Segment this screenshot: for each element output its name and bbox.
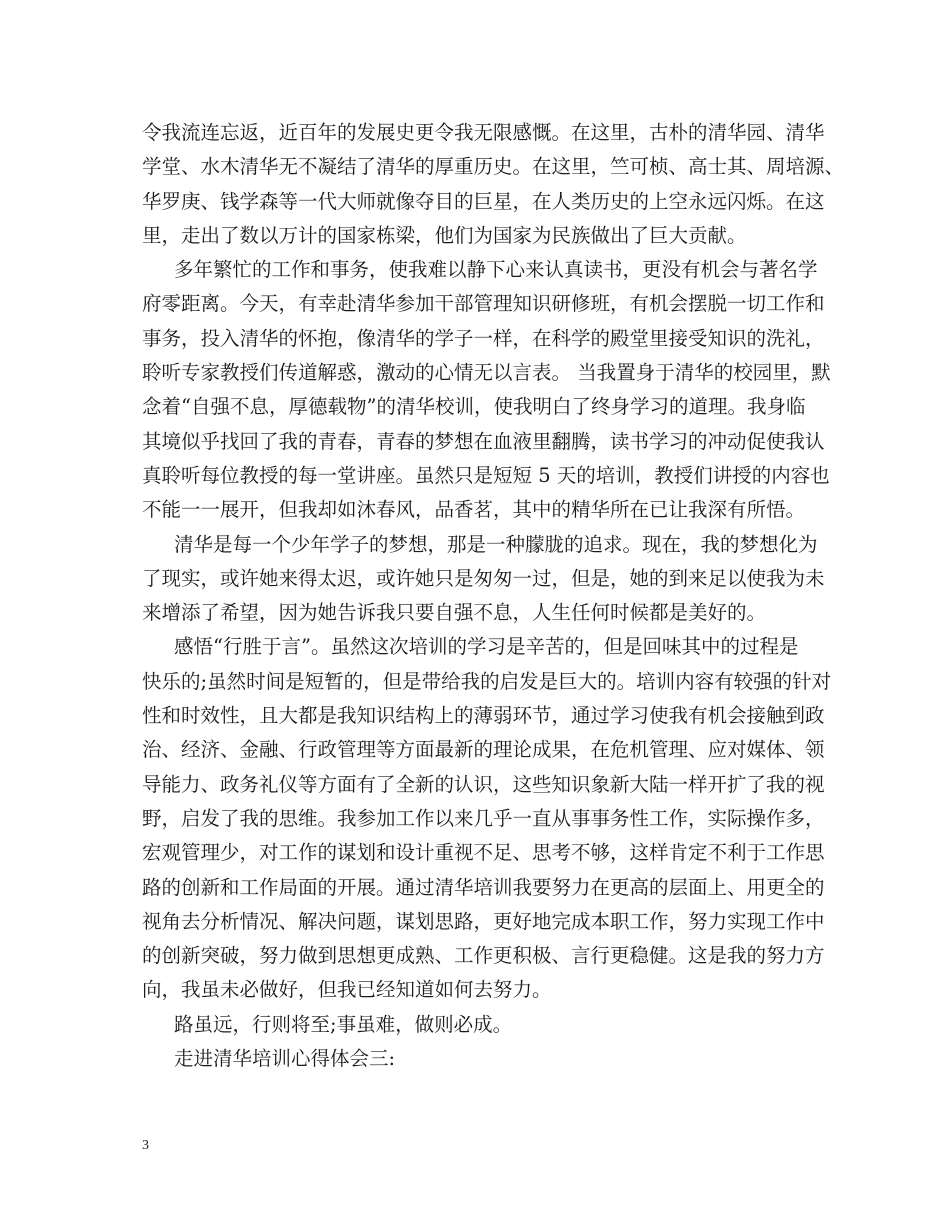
text-line: 华罗庚、钱学森等一代大师就像夺目的巨星，在人类历史的上空永远闪烁。在这 bbox=[142, 189, 825, 213]
paragraph-first-line: 感悟“行胜于言”。虽然这次培训的学习是辛苦的，但是回味其中的过程是 bbox=[174, 635, 799, 659]
text-line: 快乐的;虽然时间是短暂的，但是带给我的启发是巨大的。培训内容有较强的针对 bbox=[142, 669, 832, 693]
text-line: 学堂、水木清华无不凝结了清华的厚重历史。在这里，竺可桢、高士其、周培源、 bbox=[142, 155, 845, 179]
text-line: 野，启发了我的思维。我参加工作以来几乎一直从事事务性工作，实际操作多， bbox=[142, 806, 825, 830]
text-line: 事务，投入清华的怀抱，像清华的学子一样，在科学的殿堂里接受知识的洗礼， bbox=[142, 326, 825, 350]
paragraph-first-line: 路虽远，行则将至;事虽难，做则必成。 bbox=[174, 1012, 513, 1036]
text-line: 向，我虽未必做好，但我已经知道如何去努力。 bbox=[142, 978, 552, 1002]
text-line: 治、经济、金融、行政管理等方面最新的理论成果，在危机管理、应对媒体、领 bbox=[142, 738, 825, 762]
text-line: 视角去分析情况、解决问题，谋划思路，更好地完成本职工作，努力实现工作中 bbox=[142, 909, 825, 933]
text-line: 的创新突破，努力做到思想更成熟、工作更积极、言行更稳健。这是我的努力方 bbox=[142, 944, 825, 968]
text-line: 导能力、政务礼仪等方面有了全新的认识，这些知识象新大陆一样开扩了我的视 bbox=[142, 772, 825, 796]
text-line: 令我流连忘返，近百年的发展史更令我无限感慨。在这里，古朴的清华园、清华 bbox=[142, 121, 825, 144]
text-line: 宏观管理少，对工作的谋划和设计重视不足、思考不够，这样肯定不利于工作思 bbox=[142, 841, 825, 865]
text-line: 真聆听每位教授的每一堂讲座。虽然只是短短 5 天的培训，教授们讲授的内容也 bbox=[142, 463, 830, 487]
text-line: 了现实，或许她来得太迟，或许她只是匆匆一过，但是，她的到来足以使我为未 bbox=[142, 566, 825, 590]
paragraph-first-line: 走进清华培训心得体会三: bbox=[174, 1047, 396, 1071]
text-line: 路的创新和工作局面的开展。通过清华培训我要努力在更高的层面上、用更全的 bbox=[142, 875, 825, 899]
paragraph-first-line: 清华是每一个少年学子的梦想，那是一种朦胧的追求。现在，我的梦想化为 bbox=[174, 532, 818, 556]
page-number: 3 bbox=[142, 1138, 149, 1153]
text-line: 来增添了希望，因为她告诉我只要自强不息，人生任何时候都是美好的。 bbox=[142, 601, 767, 625]
text-line: 不能一一展开，但我却如沐春风，品香茗，其中的精华所在已让我深有所悟。 bbox=[142, 498, 806, 522]
text-line: 府零距离。今天，有幸赴清华参加干部管理知识研修班，有机会摆脱一切工作和 bbox=[142, 292, 825, 316]
body-text bbox=[142, 116, 845, 1076]
text-line: 性和时效性，且大都是我知识结构上的薄弱环节，通过学习使我有机会接触到政 bbox=[142, 704, 825, 728]
text-line: 聆听专家教授们传道解惑，激动的心情无以言表。 当我置身于清华的校园里，默 bbox=[142, 361, 831, 385]
paragraph-first-line: 多年繁忙的工作和事务，使我难以静下心来认真读书，更没有机会与著名学 bbox=[174, 258, 818, 282]
text-line: 其境似乎找回了我的青春，青春的梦想在血液里翻腾，读书学习的冲动促使我认 bbox=[142, 429, 825, 453]
text-line: 里，走出了数以万计的国家栋梁，他们为国家为民族做出了巨大贡献。 bbox=[142, 223, 747, 247]
text-line: 念着“自强不息，厚德载物”的清华校训，使我明白了终身学习的道理。我身临 bbox=[142, 395, 806, 419]
